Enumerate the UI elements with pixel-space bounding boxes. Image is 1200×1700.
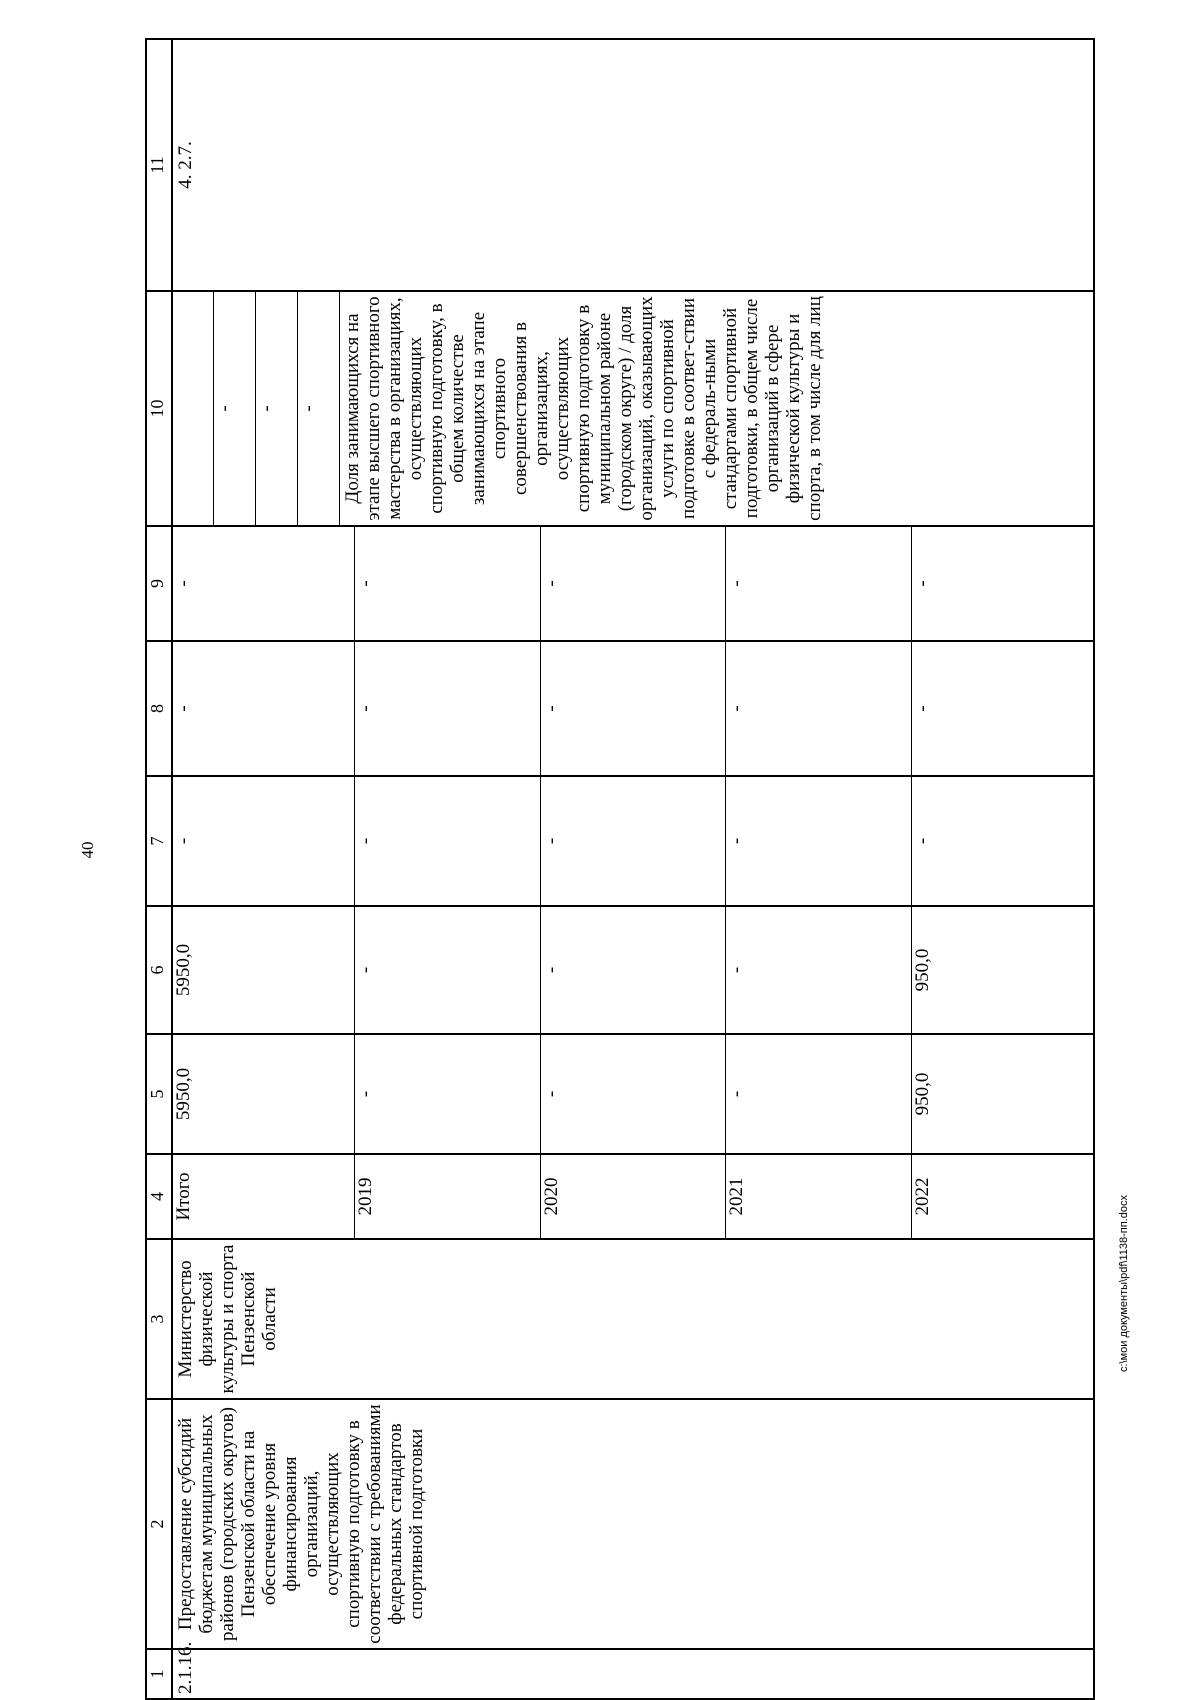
col7-cell [172, 776, 1094, 906]
value-cell: - [540, 1035, 725, 1153]
header-col-7: 7 [146, 776, 172, 906]
year-label: Итого [173, 1155, 355, 1238]
value-cell: 950,0 [911, 948, 933, 992]
header-row [146, 39, 172, 1699]
value-cell: - [726, 777, 911, 905]
value-cell: - [726, 527, 911, 640]
value-cell: - [911, 837, 933, 845]
value-cell: - [355, 1035, 540, 1153]
value-cell: - [355, 777, 540, 905]
col5-cell [172, 1034, 1094, 1154]
year-label: 2022 [911, 1177, 933, 1216]
year-label: 2020 [540, 1155, 725, 1238]
value-cell: - [540, 642, 725, 775]
value-cell: - [173, 642, 355, 775]
header-col-9: 9 [146, 526, 172, 641]
value-cell: - [355, 527, 540, 640]
program-table [145, 38, 1095, 1700]
value-cell: 5950,0 [173, 907, 355, 1033]
value-cell: - [540, 527, 725, 640]
value-cell [173, 292, 214, 525]
years-list [173, 1155, 1093, 1238]
value-cell: - [297, 292, 339, 525]
value-cell: - [726, 642, 911, 775]
col11-value: 4. 2.7. [172, 39, 1094, 291]
value-cell: - [173, 777, 355, 905]
value-cell: - [726, 1035, 911, 1153]
header-col-4: 4 [146, 1154, 172, 1239]
file-path-footer: c:\мои документы\pdf\1138-пп.docx [1118, 1195, 1130, 1372]
indicator-description: Доля занимающихся на этапе высшего спортивного мастерства в организациях, осуществляющих спортивную подготовку, в общем количестве занимающихся на этапе спортивного совершенствования в организациях, осуществляющих спортивную подготовку в муниципальном районе (городском округе) / доля организаций, оказывающих услуги по спортивной подготовке в соответ-ствии с федераль-ными стандартами спортивной подготовки, в общем числе организаций в сфере физической культуры и спорта, в том числе для лиц [341, 296, 825, 521]
header-col-3: 3 [146, 1239, 172, 1399]
table-row [172, 39, 1094, 1699]
value-cell: - [355, 642, 540, 775]
value-cell: - [173, 527, 355, 640]
year-label: 2019 [355, 1155, 540, 1238]
value-cell: - [911, 705, 933, 712]
value-cell: - [256, 292, 298, 525]
col10-cell [172, 291, 1094, 526]
value-cell: 950,0 [911, 1072, 933, 1116]
header-col-1: 1 [146, 1649, 172, 1699]
row-executor: Министерство физической культуры и спорта Пензенской области [172, 1239, 1094, 1399]
col6-cell [172, 906, 1094, 1034]
row-number: 2.1.16. [172, 1649, 1094, 1699]
header-col-6: 6 [146, 906, 172, 1034]
col8-values [173, 642, 1093, 775]
data-table-rotated [145, 40, 1095, 1700]
year-label: 2021 [726, 1155, 911, 1238]
value-cell: - [214, 292, 256, 525]
col10-values [173, 292, 1093, 525]
page-number: 40 [78, 841, 97, 859]
header-col-2: 2 [146, 1399, 172, 1649]
value-cell: - [540, 777, 725, 905]
col9-values [173, 527, 1093, 640]
value-cell: - [355, 907, 540, 1033]
row-description: Предоставление субсидий бюджетам муниципальных районов (городских округов) Пензенской области на обеспечение уровня финансирования организаций, осуществляющих спортивную подготовку в соответствии с требованиями федеральных стандартов спортивной подготовки [172, 1399, 1094, 1649]
header-col-8: 8 [146, 641, 172, 776]
col7-values [173, 777, 1093, 905]
years-cell [172, 1154, 1094, 1239]
header-col-10: 10 [146, 291, 172, 526]
value-cell: - [540, 907, 725, 1033]
col8-cell [172, 641, 1094, 776]
col5-values [173, 1035, 1093, 1153]
value-cell: - [726, 907, 911, 1033]
col6-values [173, 907, 1093, 1033]
header-col-11: 11 [146, 39, 172, 291]
value-cell: - [911, 580, 933, 587]
header-col-5: 5 [146, 1034, 172, 1154]
value-cell: 5950,0 [173, 1035, 355, 1153]
col9-cell [172, 526, 1094, 641]
